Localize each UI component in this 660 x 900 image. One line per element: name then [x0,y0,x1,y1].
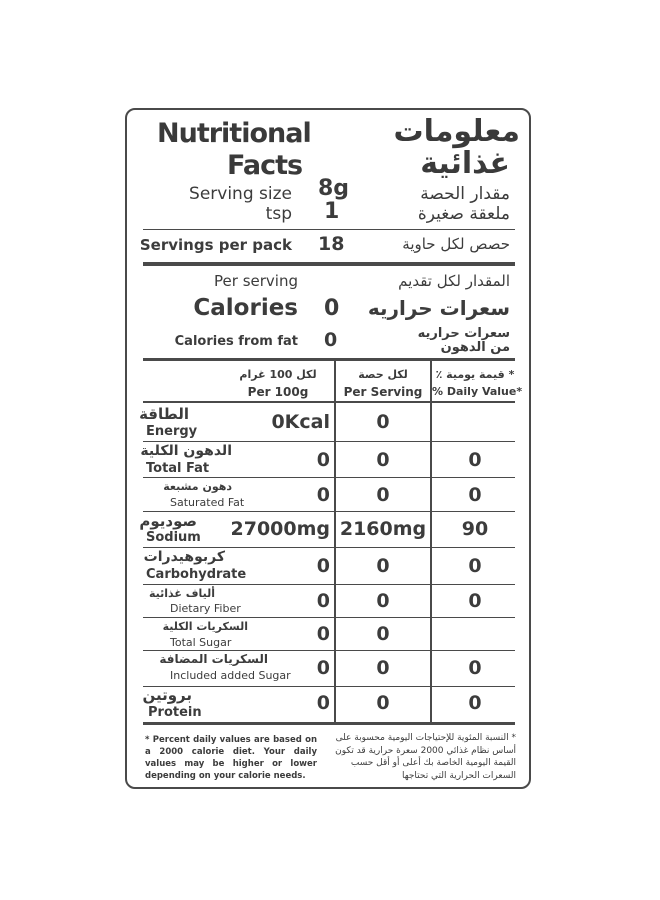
row-energy-per100: 0Kcal [271,411,330,433]
row-carbohydrate-ar: كربوهيدرات [143,549,225,565]
row-saturated-fat-ar: دهون مشبعة [163,480,232,493]
row-energy-serving: 0 [376,411,390,433]
row-saturated-fat-dv: 0 [468,484,482,506]
row-divider [143,441,515,442]
title-ar-line2: غذائية [420,146,510,181]
col-per100-en: Per 100g [247,385,309,399]
row-total-sugar-serving: 0 [376,623,390,645]
col-serving-ar: لكل حصة [358,368,408,381]
row-sodium-per100: 27000mg [230,518,330,540]
row-total-fat-en: Total Fat [146,461,210,476]
col-dv-ar: * قيمة يومية ٪ [435,368,515,381]
row-carbohydrate-per100: 0 [316,555,330,577]
row-protein-per100: 0 [316,692,330,714]
col-dv-en: % Daily Value* [432,385,523,398]
row-carbohydrate-en: Carbohydrate [146,567,247,582]
row-protein-serving: 0 [376,692,390,714]
row-divider [143,401,515,403]
col-serving-en: Per Serving [343,385,423,399]
row-protein-en: Protein [148,705,202,720]
row-carbohydrate-serving: 0 [376,555,390,577]
col-per100-ar: لكل 100 غرام [239,368,317,381]
row-protein-dv: 0 [468,692,482,714]
calories-from-fat-label: Calories from fat [174,334,298,349]
row-added-sugar-dv: 0 [468,657,482,679]
divider-thick [143,262,515,266]
row-saturated-fat-per100: 0 [316,484,330,506]
serving-size-label-ar: مقدار الحصة [420,184,510,204]
serving-size-label: Serving size [189,184,292,204]
per-serving-label-ar: المقدار لكل تقديم [398,272,510,290]
tsp-label-ar: ملعقة صغيرة [417,204,510,224]
row-divider [143,617,515,618]
row-added-sugar-en: Included added Sugar [170,669,291,682]
row-added-sugar-serving: 0 [376,657,390,679]
title-en-line1: Nutritional [157,118,311,149]
row-energy-ar: الطاقة [139,405,189,423]
tsp-label: tsp [265,204,292,224]
row-divider [143,584,515,585]
row-dietary-fiber-dv: 0 [468,590,482,612]
row-dietary-fiber-ar: ألياف غذائية [148,587,215,600]
row-saturated-fat-en: Saturated Fat [170,496,245,509]
row-dietary-fiber-en: Dietary Fiber [170,602,241,615]
row-carbohydrate-dv: 0 [468,555,482,577]
row-total-sugar-per100: 0 [316,623,330,645]
row-divider [143,477,515,478]
row-total-fat-ar: الدهون الكلية [140,443,232,459]
calories-from-fat-value: 0 [324,329,338,351]
row-dietary-fiber-per100: 0 [316,590,330,612]
calories-from-fat-label-ar1: سعرات حراريه [417,326,510,341]
calories-value: 0 [324,296,340,321]
serving-size-value: 8g [318,176,350,201]
calories-from-fat-label-ar2: من الدهون [440,340,510,355]
row-sodium-en: Sodium [146,530,201,545]
row-sodium-serving: 2160mg [339,518,427,540]
footnote-ar: * النسبة المئوية للإحتياجات اليومية محسوبة على أساس نظام غذائي 2000 سعرة حرارية قد تكون القيمة اليومية الخاصة بك أعلى أو أقل حسب السعرات الحرارية التي تحتاجها [335,733,516,781]
servings-per-pack-label-ar: حصص لكل حاوية [402,235,510,253]
row-total-fat-serving: 0 [376,449,390,471]
row-divider [143,650,515,651]
row-added-sugar-ar: السكريات المضافة [159,652,268,666]
row-energy-en: Energy [146,424,198,439]
row-sodium-dv: 90 [461,518,489,540]
row-sodium-ar: صوديوم [139,512,197,530]
tsp-value: 1 [324,199,340,224]
row-divider [143,686,515,687]
servings-per-pack-label: Servings per pack [139,236,292,254]
calories-label-ar: سعرات حراريه [367,296,510,320]
divider-table-bottom [143,722,515,725]
row-dietary-fiber-serving: 0 [376,590,390,612]
row-saturated-fat-serving: 0 [376,484,390,506]
servings-per-pack-value: 18 [318,233,345,255]
row-total-sugar-ar: السكريات الكلية [162,620,248,633]
row-total-sugar-en: Total Sugar [170,636,232,649]
per-serving-label: Per serving [214,272,298,290]
row-divider [143,511,515,512]
row-total-fat-per100: 0 [316,449,330,471]
divider-table-top [143,358,515,361]
title-en-line2: Facts [227,150,303,181]
row-added-sugar-per100: 0 [316,657,330,679]
divider-thin [143,229,515,230]
calories-label: Calories [193,295,298,321]
footnote-en: * Percent daily values are based on a 2000 calorie diet. Your daily values may be higher or lower depending on your calorie needs. [145,735,317,781]
row-divider [143,547,515,548]
row-total-fat-dv: 0 [468,449,482,471]
title-ar-line1: معلومات [393,114,520,149]
row-protein-ar: بروتين [142,686,192,704]
